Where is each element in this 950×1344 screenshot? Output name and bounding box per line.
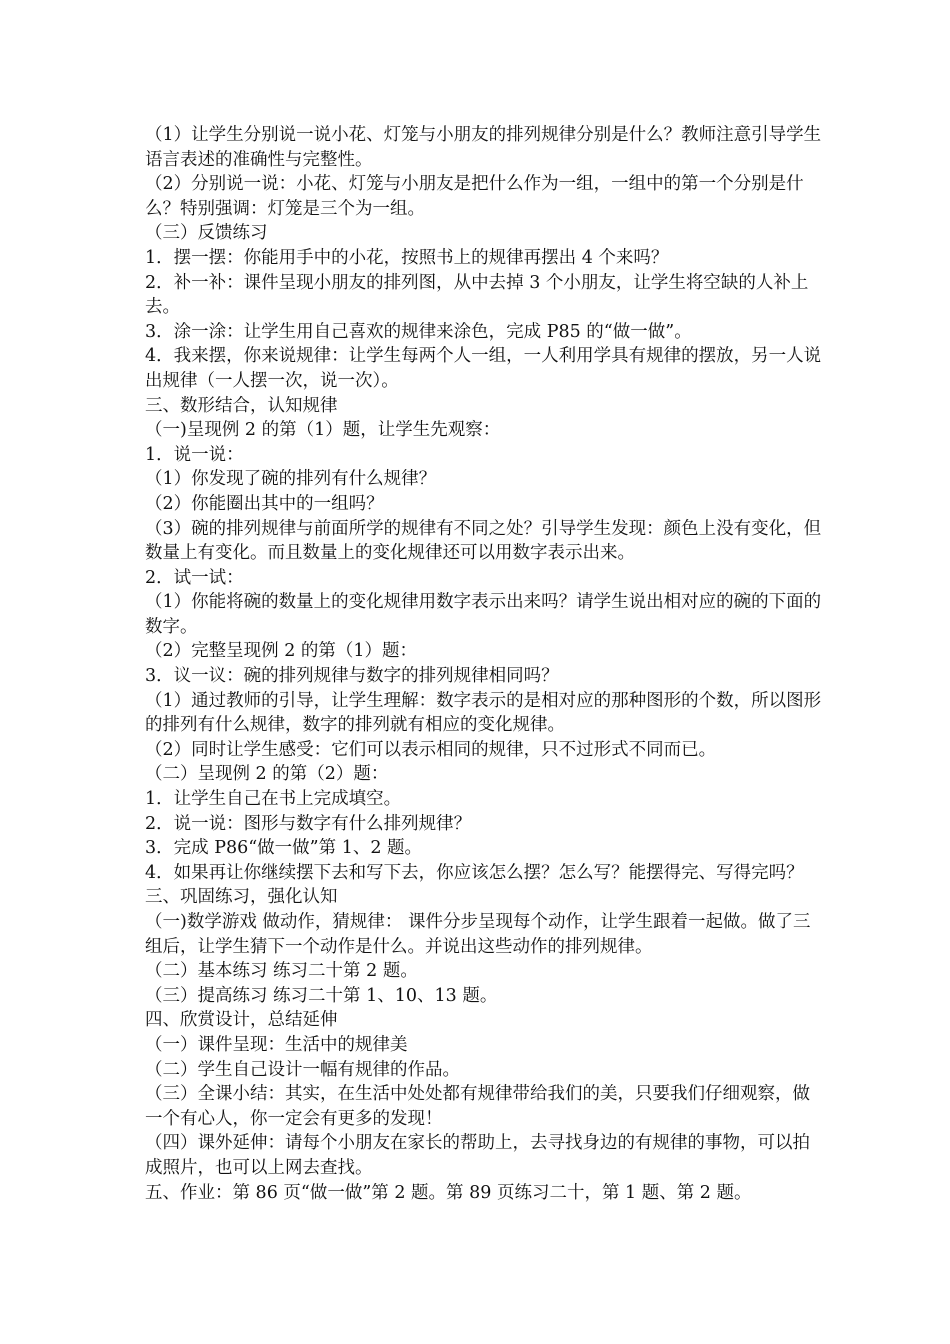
paragraph-26: （二）基本练习 练习二十第 2 题。 xyxy=(145,961,418,982)
paragraph-7: 4．我来摆，你来说规律：让学生每两个人一组，一人利用学具有规律的摆放，另一人说出规律（一人摆一次，说一次）。 xyxy=(145,346,822,391)
paragraph-24: 4．如果再让你继续摆下去和写下去，你应该怎么摆？怎么写？能摆得完、写得完吗？ 三、巩固练习，强化认知 xyxy=(145,862,892,908)
paragraph-17: 3．议一议：碗的排列规律与数字的排列规律相同吗？ xyxy=(145,666,559,687)
section-heading-5-homework: 五、作业：第 86 页“做一做”第 2 题。第 89 页练习二十，第 1 题、第 2 题。 xyxy=(145,1182,752,1203)
paragraph-27: （三）提高练习 练习二十第 1、10、13 题。 xyxy=(145,985,498,1006)
section-heading-feedback: （三）反馈练习 xyxy=(145,223,268,244)
paragraph-32: （四）课外延伸：请每个小朋友在家长的帮助上，去寻找身边的有规律的事物，可以拍成照片，也可以上网去查找。 xyxy=(145,1133,810,1178)
paragraph-23: 3．完成 P86“做一做”第 1、2 题。 xyxy=(145,838,423,859)
paragraph-6: 3．涂一涂：让学生用自己喜欢的规律来涂色，完成 P85 的“做一做”。 xyxy=(145,321,692,342)
paragraph-30: （二）学生自己设计一幅有规律的作品。 xyxy=(145,1059,460,1080)
section-heading-3: 三、数形结合，认知规律 xyxy=(145,395,338,416)
paragraph-10: 1．说一说： xyxy=(145,444,244,465)
paragraph-16: （2）完整呈现例 2 的第（1）题： xyxy=(145,641,418,662)
paragraph-5: 2．补一补：课件呈现小朋友的排列图，从中去掉 3 个小朋友，让学生将空缺的人补上去。 xyxy=(145,272,809,318)
paragraph-4: 1．摆一摆：你能用手中的小花，按照书上的规律再摆出 4 个来吗？ xyxy=(145,247,669,268)
paragraph-14: 2．试一试： xyxy=(145,567,244,588)
paragraph-15: （1）你能将碗的数量上的变化规律用数字表示出来吗？请学生说出相对应的碗的下面的数字。 xyxy=(145,592,822,637)
paragraph-11: （1）你发现了碗的排列有什么规律？ xyxy=(145,469,437,490)
paragraph-2: （2）分别说一说：小花、灯笼与小朋友是把什么作为一组，一组中的第一个分别是什么？特别强调：灯笼是三个为一组。 xyxy=(145,174,804,219)
document-body xyxy=(145,123,892,1205)
paragraph-29: （一）课件呈现：生活中的规律美 xyxy=(145,1034,408,1055)
paragraph-12: （2）你能圈出其中的一组吗？ xyxy=(145,493,384,514)
paragraph-1: （1）让学生分别说一说小花、灯笼与小朋友的排列规律分别是什么？教师注意引导学生语言表述的准确性与完整性。 xyxy=(145,125,822,170)
paragraph-21: 1．让学生自己在书上完成填空。 xyxy=(145,789,402,810)
paragraph-18: （1）通过教师的引导，让学生理解：数字表示的是相对应的那种图形的个数，所以图形的排列有什么规律，数字的排列就有相应的变化规律。 xyxy=(145,690,822,736)
paragraph-19: （2）同时让学生感受：它们可以表示相同的规律，只不过形式不同而已。 xyxy=(145,739,717,760)
paragraph-22: 2．说一说：图形与数字有什么排列规律？ xyxy=(145,813,472,834)
paragraph-13: （3）碗的排列规律与前面所学的规律有不同之处？引导学生发现：颜色上没有变化，但数量上有变化。而且数量上的变化规律还可以用数字表示出来。 xyxy=(145,518,822,564)
section-heading-4: 四、欣赏设计，总结延伸 xyxy=(145,1010,338,1031)
paragraph-25: （一)数学游戏 做动作，猜规律： 课件分步呈现每个动作，让学生跟着一起做。做了三组后，让学生猜下一个动作是什么。并说出这些动作的排列规律。 xyxy=(145,912,811,957)
paragraph-9: （一)呈现例 2 的第（1）题，让学生先观察： xyxy=(145,420,501,441)
paragraph-20: （二）呈现例 2 的第（2）题： xyxy=(145,764,389,785)
paragraph-31: （三）全课小结：其实，在生活中处处都有规律带给我们的美，只要我们仔细观察，做一个有心人，你一定会有更多的发现！ xyxy=(145,1084,810,1129)
